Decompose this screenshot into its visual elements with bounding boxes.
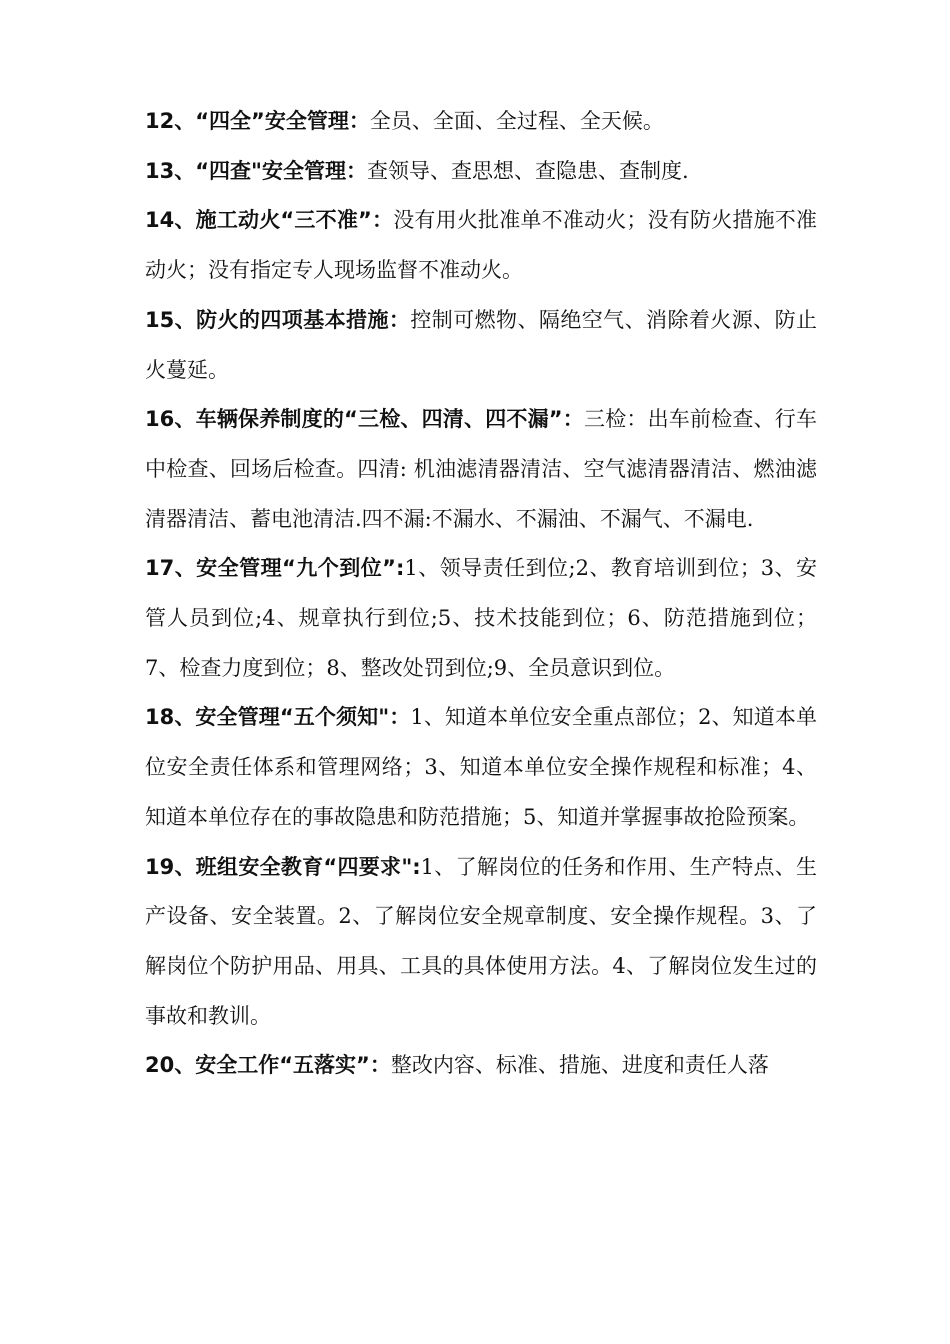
item-14 bbox=[145, 196, 817, 295]
item-15 bbox=[145, 296, 817, 395]
item-text: 1、领导责任到位;2、教育培训到位；3、安管人员到位;4、规章执行到位;5、技术技能到位；6、防范措施到位；7、检查力度到位；8、整改处罚到位;9、全员意识到位。 bbox=[145, 556, 817, 680]
item-heading: 12、“四全”安全管理： bbox=[145, 109, 370, 133]
item-text: 整改内容、标准、措施、进度和责任人落 bbox=[390, 1053, 769, 1078]
item-13 bbox=[145, 147, 817, 197]
item-text: 全员、全面、全过程、全天候。 bbox=[369, 109, 664, 133]
item-text: 查领导、查思想、查隐患、查制度. bbox=[366, 158, 689, 183]
item-heading: 20、安全工作“五落实”： bbox=[145, 1053, 391, 1078]
item-text: 1、知道本单位安全重点部位；2、知道本单位安全责任体系和管理网络；3、知道本单位安全操作规程和标准；4、知道本单位存在的事故隐患和防范措施；5、知道并掌握事故抢险预案。 bbox=[145, 705, 817, 829]
document-page bbox=[145, 97, 817, 1091]
item-heading: 18、安全管理“五个须知"： bbox=[145, 705, 411, 730]
item-text: 控制可燃物、隔绝空气、消除着火源、防止火蔓延。 bbox=[145, 307, 818, 382]
item-19 bbox=[145, 843, 817, 1042]
item-heading: 15、防火的四项基本措施： bbox=[145, 307, 411, 332]
item-text: 1、了解岗位的任务和作用、生产特点、生产设备、安全装置。2、了解岗位安全规章制度、安全操作规程。3、了解岗位个防护用品、用具、工具的具体使用方法。4、了解岗位发生过的事故和教训。 bbox=[145, 854, 817, 1028]
item-heading: 13、“四查"安全管理： bbox=[145, 158, 367, 183]
item-heading: 14、施工动火“三不准”： bbox=[145, 208, 394, 233]
item-12 bbox=[145, 97, 817, 147]
item-17 bbox=[145, 544, 817, 693]
item-20 bbox=[145, 1041, 817, 1091]
item-heading: 17、安全管理“九个到位”: bbox=[145, 556, 405, 581]
item-heading: 19、班组安全教育“四要求": bbox=[145, 854, 421, 879]
item-heading: 16、车辆保养制度的“三检、四清、四不漏”： bbox=[145, 407, 585, 432]
item-18 bbox=[145, 693, 817, 842]
item-16 bbox=[145, 395, 817, 544]
item-text: 没有用火批准单不准动火；没有防火措施不准动火；没有指定专人现场监督不准动火。 bbox=[145, 208, 817, 283]
item-text: 三检：出车前检查、行车中检查、回场后检查。四清: 机油滤清器清洁、空气滤清器清洁、燃油滤清器清洁、蓄电池清洁.四不漏:不漏水、不漏油、不漏气、不漏电. bbox=[145, 407, 818, 531]
